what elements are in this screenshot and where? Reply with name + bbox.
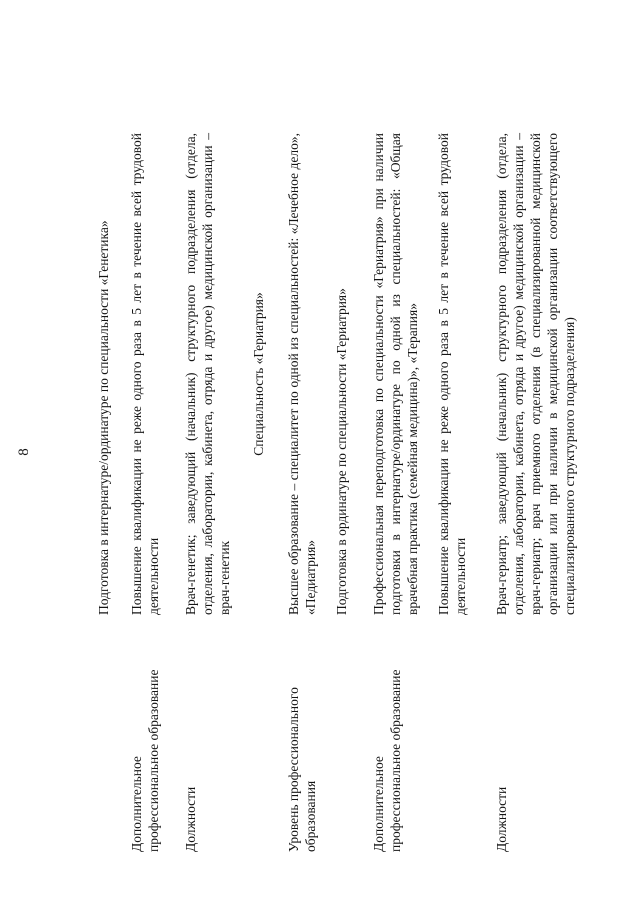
page-number: 8: [16, 448, 32, 456]
geriatrics-additional-education-text2: Повышение квалификации не реже одного раза в 5 лет в течение всей трудовой деятельности: [436, 133, 468, 615]
geriatrics-additional-education-content: [370, 133, 469, 615]
specialty-heading: Специальность «Гериатрия»: [251, 292, 266, 456]
geriatrics-level-label: Уровень профессионального образования: [286, 687, 318, 852]
genetics-positions-text: Врач-генетик; заведующий (начальник) структурного подразделения (отдела, отделения, лаборатории, кабинета, отряда и другое) медицинской организации – врач-генетик: [183, 133, 232, 615]
genetics-training-text: Подготовка в интернатуре/ординатуре по специальности «Генетика»: [96, 220, 111, 615]
geriatrics-positions-text: Врач-гериатр; заведующий (начальник) структурного подразделения (отдела, отделения, лаборатории, кабинета, отряда и другое) медицинской организации – врач-гериатр; врач приемного отделения (в специализированной медицинской организации или при наличии в медицинской организации соответствующего специализированного структурного подразделения): [494, 133, 577, 615]
geriatrics-level-content: [285, 133, 350, 615]
geriatrics-additional-education-label: Дополнительное профессиональное образование: [371, 669, 403, 852]
geriatrics-positions-label: Должности: [494, 786, 509, 852]
genetics-additional-education-label: Дополнительное профессиональное образование: [129, 669, 161, 852]
geriatrics-additional-education-text: Профессиональная переподготовка по специальности «Гериатрия» при наличии подготовки в интернатуре/ординатуре по одной из специальностей: «Общая врачебная практика (семейная медицина)», «Терапия»: [371, 133, 420, 615]
geriatrics-level-text2: Подготовка в ординатуре по специальности «Гериатрия»: [334, 288, 349, 615]
genetics-additional-education-text: Повышение квалификации не реже одного раза в 5 лет в течение всей трудовой деятельности: [129, 133, 161, 615]
geriatrics-level-text: Высшее образование – специалитет по одной из специальностей: «Лечебное дело», «Педиатрия»: [286, 133, 318, 615]
genetics-positions-label: Должности: [183, 786, 198, 852]
